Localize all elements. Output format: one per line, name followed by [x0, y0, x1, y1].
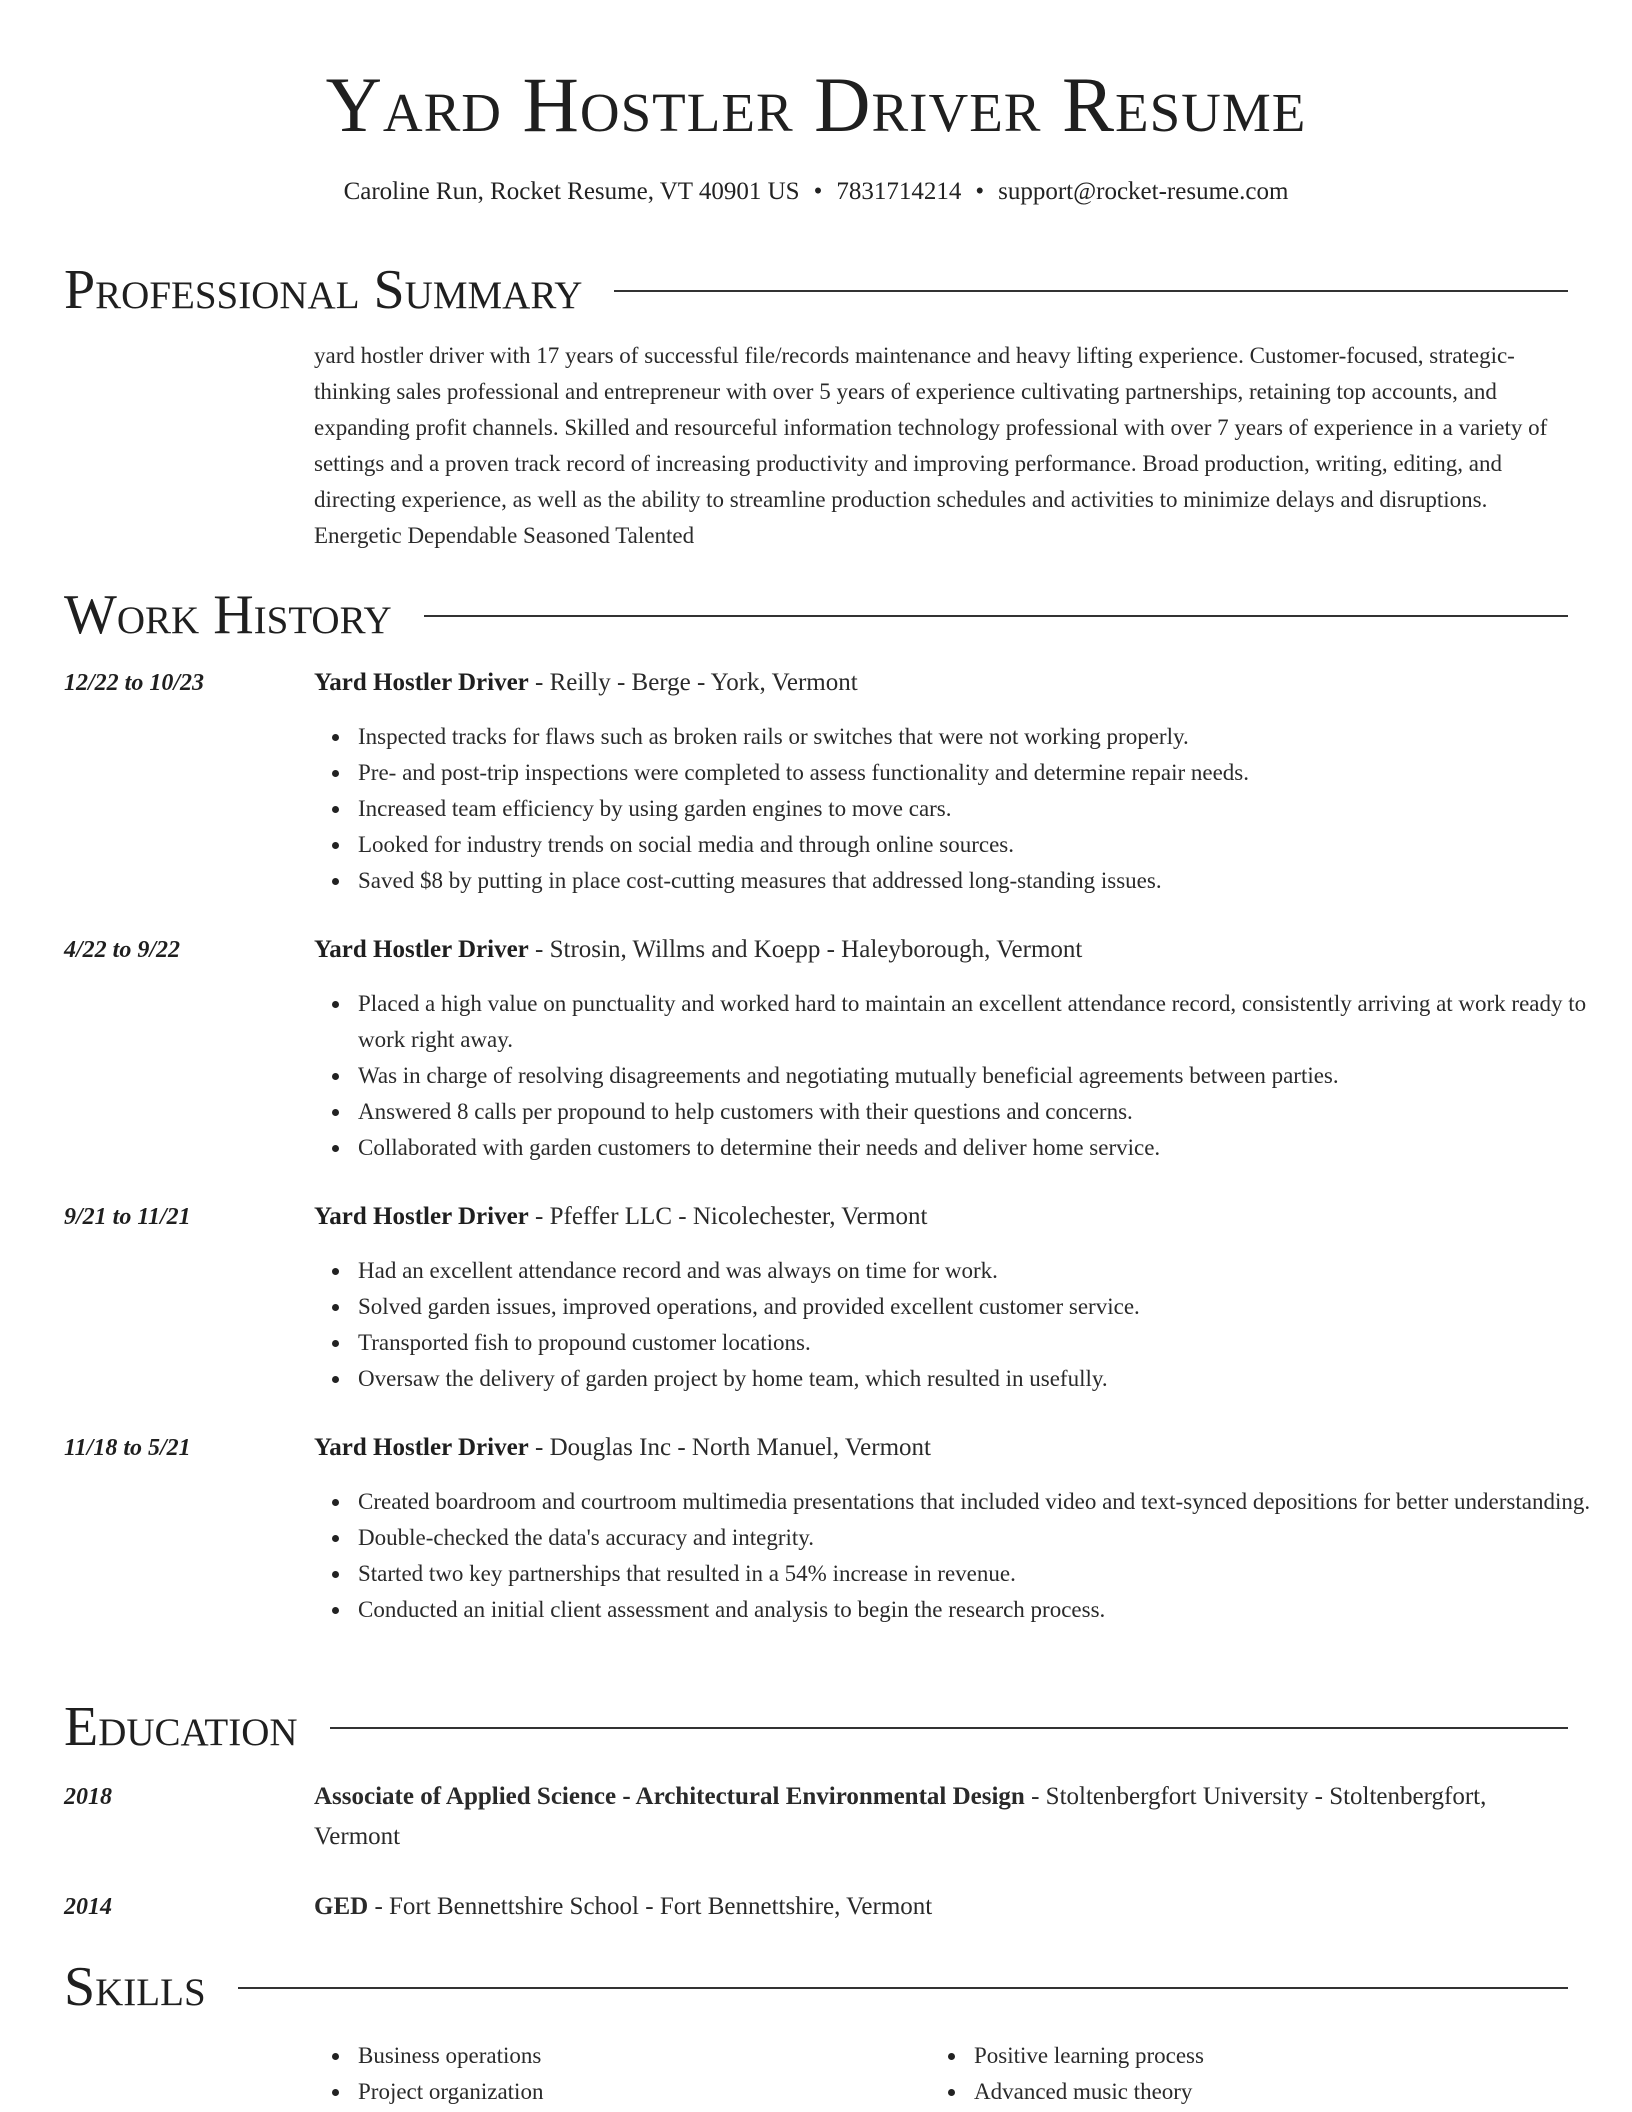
education-year: 2018: [64, 1784, 112, 1810]
education-year: 2014: [64, 1894, 112, 1920]
education-degree: GED: [314, 1893, 369, 1920]
job-heading: [314, 932, 1568, 968]
job-heading: [314, 665, 1568, 701]
education-entry: [314, 1887, 1554, 1927]
skills-list-left: [314, 2038, 918, 2110]
education-entry: [314, 1777, 1554, 1857]
section-heading: Work History: [64, 584, 392, 646]
contact-separator: •: [975, 178, 985, 205]
list-item: Answered 8 calls per propound to help customers with their questions and concerns.: [358, 1094, 1612, 1130]
skill-item: Advanced music theory: [974, 2074, 1574, 2110]
job-heading: [314, 1430, 1568, 1466]
skill-item: Positive learning process: [974, 2038, 1574, 2074]
section-divider: [424, 615, 1568, 617]
section-divider: [614, 290, 1568, 292]
job-details: - Pfeffer LLC - Nicolechester, Vermont: [528, 1203, 928, 1230]
section-heading: Professional Summary: [64, 259, 583, 321]
section-skills: [64, 1955, 1568, 2019]
contact-line: [0, 175, 1632, 209]
section-divider: [330, 1727, 1568, 1729]
job-bullets: [314, 719, 1612, 899]
list-item: Had an excellent attendance record and was always on time for work.: [358, 1253, 1612, 1289]
job-title: Yard Hostler Driver: [314, 669, 529, 696]
list-item: Created boardroom and courtroom multimedia presentations that included video and text-synced depositions for better understanding.: [358, 1484, 1612, 1520]
section-heading: Education: [64, 1696, 298, 1758]
job-bullets: [314, 1253, 1612, 1397]
job-details: - Strosin, Willms and Koepp - Haleyborough, Vermont: [528, 936, 1083, 963]
job-bullets: [314, 986, 1612, 1166]
skill-item: Project organization: [358, 2074, 918, 2110]
education-details: - Stoltenbergfort University - Stoltenbergfort, Vermont: [314, 1783, 1487, 1850]
contact-separator: •: [813, 178, 823, 205]
job-title: Yard Hostler Driver: [314, 1434, 529, 1461]
list-item: Pre- and post-trip inspections were completed to assess functionality and determine repair needs.: [358, 755, 1612, 791]
list-item: Solved garden issues, improved operations, and provided excellent customer service.: [358, 1289, 1612, 1325]
section-education: [64, 1695, 1568, 1759]
list-item: Started two key partnerships that resulted in a 54% increase in revenue.: [358, 1556, 1612, 1592]
list-item: Was in charge of resolving disagreements and negotiating mutually beneficial agreements between parties.: [358, 1058, 1612, 1094]
section-heading: Skills: [64, 1956, 206, 2018]
education-details: - Fort Bennettshire School - Fort Bennettshire, Vermont: [368, 1893, 933, 1920]
contact-phone: 7831714214: [836, 178, 962, 205]
list-item: Collaborated with garden customers to determine their needs and deliver home service.: [358, 1130, 1612, 1166]
job-title: Yard Hostler Driver: [314, 1203, 529, 1230]
list-item: Inspected tracks for flaws such as broken rails or switches that were not working properly.: [358, 719, 1612, 755]
job-dates: 4/22 to 9/22: [64, 937, 181, 963]
resume-title: Yard Hostler Driver Resume: [325, 61, 1307, 148]
contact-address: Caroline Run, Rocket Resume, VT 40901 US: [343, 178, 800, 205]
contact-email: support@rocket-resume.com: [998, 178, 1289, 205]
section-divider: [238, 1987, 1568, 1989]
summary-text: yard hostler driver with 17 years of successful file/records maintenance and heavy lifting experience. Customer-focused, strategic-thinking sales professional and entrepreneur with over 5 years of experience cultivating partnerships, retaining top accounts, and expanding profit channels. Skilled and resourceful information technology professional with over 7 years of experience in a variety of settings and a proven track record of increasing productivity and improving performance. Broad production, writing, editing, and directing experience, as well as the ability to streamline production schedules and activities to minimize delays and disruptions. Energetic Dependable Seasoned Talented: [314, 343, 1548, 548]
section-work-history: [64, 583, 1568, 647]
skills-list-right: [930, 2038, 1574, 2110]
list-item: Transported fish to propound customer locations.: [358, 1325, 1612, 1361]
list-item: Saved $8 by putting in place cost-cutting measures that addressed long-standing issues.: [358, 863, 1612, 899]
job-dates: 12/22 to 10/23: [64, 670, 205, 696]
job-dates: 11/18 to 5/21: [64, 1435, 191, 1461]
job-details: - Douglas Inc - North Manuel, Vermont: [528, 1434, 931, 1461]
job-title: Yard Hostler Driver: [314, 936, 529, 963]
list-item: Oversaw the delivery of garden project by home team, which resulted in usefully.: [358, 1361, 1612, 1397]
list-item: Increased team efficiency by using garden engines to move cars.: [358, 791, 1612, 827]
skill-item: Business operations: [358, 2038, 918, 2074]
list-item: Conducted an initial client assessment and analysis to begin the research process.: [358, 1592, 1612, 1628]
education-degree: Associate of Applied Science - Architectural Environmental Design: [314, 1783, 1025, 1810]
list-item: Looked for industry trends on social media and through online sources.: [358, 827, 1612, 863]
list-item: Double-checked the data's accuracy and integrity.: [358, 1520, 1612, 1556]
job-dates: 9/21 to 11/21: [64, 1204, 191, 1230]
job-heading: [314, 1199, 1568, 1235]
section-professional-summary: [64, 258, 1568, 322]
job-bullets: [314, 1484, 1612, 1628]
job-details: - Reilly - Berge - York, Vermont: [528, 669, 858, 696]
list-item: Placed a high value on punctuality and worked hard to maintain an excellent attendance record, consistently arriving at work ready to work right away.: [358, 986, 1612, 1058]
